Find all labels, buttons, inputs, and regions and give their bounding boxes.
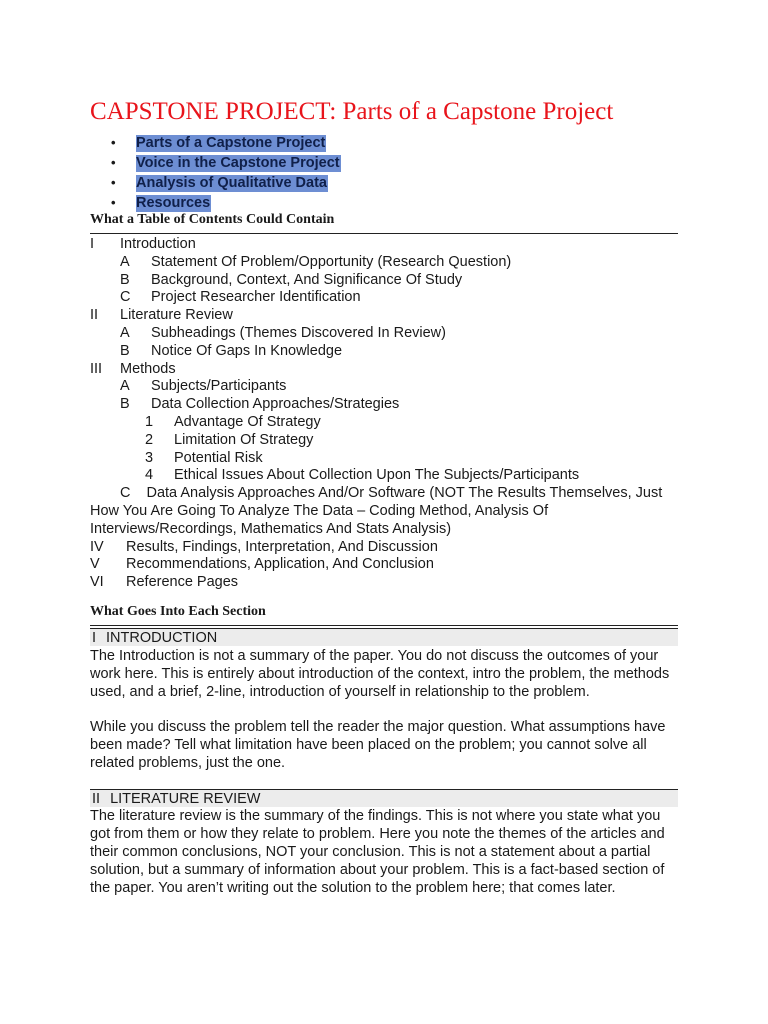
toc-text: Methods	[120, 360, 176, 377]
section-band-introduction	[90, 628, 678, 646]
toc-number: III	[90, 360, 103, 377]
toc-number: A	[120, 378, 130, 395]
sections-heading: What Goes Into Each Section	[90, 604, 678, 626]
nav-link-voice[interactable]	[111, 154, 341, 174]
toc-text: Introduction	[120, 236, 196, 252]
toc-item	[90, 485, 665, 538]
bullet-icon: •	[111, 135, 116, 150]
section-title: LITERATURE REVIEW	[110, 791, 261, 807]
toc-number: C	[120, 289, 131, 306]
toc-text: Potential Risk	[174, 449, 263, 466]
nav-link-label[interactable]: Parts of a Capstone Project	[136, 135, 326, 151]
toc-number: IV	[90, 538, 104, 555]
toc-number: V	[90, 556, 100, 573]
toc-number: B	[120, 271, 130, 288]
toc-text: Limitation Of Strategy	[174, 431, 314, 448]
section-number: II	[92, 791, 101, 807]
toc-number: 1	[145, 413, 154, 430]
toc-heading: What a Table of Contents Could Contain	[90, 212, 678, 234]
nav-link-parts[interactable]	[111, 134, 341, 154]
toc-number: VI	[90, 574, 104, 591]
toc-text: Recommendations, Application, And Conclusion	[126, 556, 434, 573]
bullet-icon: •	[111, 155, 116, 170]
toc-text: Subjects/Participants	[151, 378, 287, 395]
toc-number: A	[120, 253, 130, 270]
toc-text: Project Researcher Identification	[151, 289, 361, 306]
toc-text: Reference Pages	[126, 574, 239, 591]
toc-number: 2	[145, 431, 154, 448]
toc-number: 3	[145, 449, 154, 466]
nav-link-label[interactable]: Voice in the Capstone Project	[136, 155, 340, 171]
toc-item	[90, 432, 690, 450]
nav-link-analysis[interactable]	[111, 174, 341, 194]
bullet-icon: •	[111, 195, 116, 210]
section-number: I	[92, 630, 97, 646]
toc-number: B	[120, 342, 130, 359]
intro-paragraph-1: The Introduction is not a summary of the paper. You do not discuss the outcomes of your work here. This is entirely about introduction of the context, intro the problem, the methods used, and a brief, 2-line, introduction of yourself in relationship to the problem.	[90, 648, 670, 700]
toc-text: Notice Of Gaps In Knowledge	[151, 342, 343, 359]
toc-text: Statement Of Problem/Opportunity (Research Question)	[151, 253, 512, 270]
toc-number: II	[90, 307, 99, 324]
toc-item	[90, 414, 690, 432]
bullet-icon: •	[111, 175, 116, 190]
document-title: CAPSTONE PROJECT: Parts of a Capstone Project	[90, 98, 614, 125]
toc-item	[90, 378, 690, 396]
toc-item	[90, 574, 690, 592]
toc-number: 4	[145, 467, 154, 484]
nav-link-label[interactable]: Resources	[136, 195, 211, 211]
toc-number: I	[90, 236, 95, 252]
toc-item	[90, 396, 690, 414]
toc-item	[90, 450, 690, 468]
toc-item	[90, 343, 690, 361]
toc-number: B	[120, 396, 130, 413]
toc-text: Subheadings (Themes Discovered In Review)	[151, 324, 446, 341]
toc-item	[90, 254, 690, 272]
toc-item	[90, 272, 690, 290]
section-band-literature-review	[90, 789, 678, 807]
toc-text: Background, Context, And Significance Of Study	[151, 271, 463, 288]
toc-item	[90, 289, 690, 307]
nav-link-label[interactable]: Analysis of Qualitative Data	[136, 175, 327, 191]
toc-item	[90, 467, 690, 485]
intro-paragraph-2: While you discuss the problem tell the reader the major question. What assumptions have been made? Tell what limitation have been placed on the problem; you cannot solve all related problems, just the one.	[90, 719, 666, 771]
toc-text: Data Analysis Approaches And/Or Software (NOT The Results Themselves, Just How You Are Going To Analyze The Data – Coding Method, Analysis Of Interviews/Recordings, Mathematics And Stats Analysis)	[90, 485, 663, 537]
toc-text: Results, Findings, Interpretation, And Discussion	[126, 538, 438, 555]
toc-text: Ethical Issues About Collection Upon The Subjects/Participants	[174, 467, 580, 484]
table-of-contents	[90, 236, 690, 592]
toc-number: C	[120, 485, 131, 502]
nav-link-resources[interactable]	[111, 194, 341, 214]
navigation-links	[111, 134, 341, 214]
section-title: INTRODUCTION	[106, 630, 218, 646]
toc-number: A	[120, 324, 130, 341]
toc-item	[90, 236, 690, 254]
toc-text: Advantage Of Strategy	[174, 413, 321, 430]
toc-text: Literature Review	[120, 307, 233, 324]
toc-item	[90, 539, 690, 557]
literature-paragraph: The literature review is the summary of the findings. This is not where you state what you got from them or how they relate to problem. Here you note the themes of the articles and their common conclusions, NOT your conclusion. This is not a statement about a partial solution, but a summary of information about your problem. This is a fact-based section of the paper. You aren’t writing out the solution to the problem here; that comes later.	[90, 808, 665, 896]
toc-text: Data Collection Approaches/Strategies	[151, 396, 400, 413]
toc-item	[90, 556, 690, 574]
toc-item	[90, 325, 690, 343]
toc-item	[90, 361, 690, 379]
toc-item	[90, 307, 690, 325]
